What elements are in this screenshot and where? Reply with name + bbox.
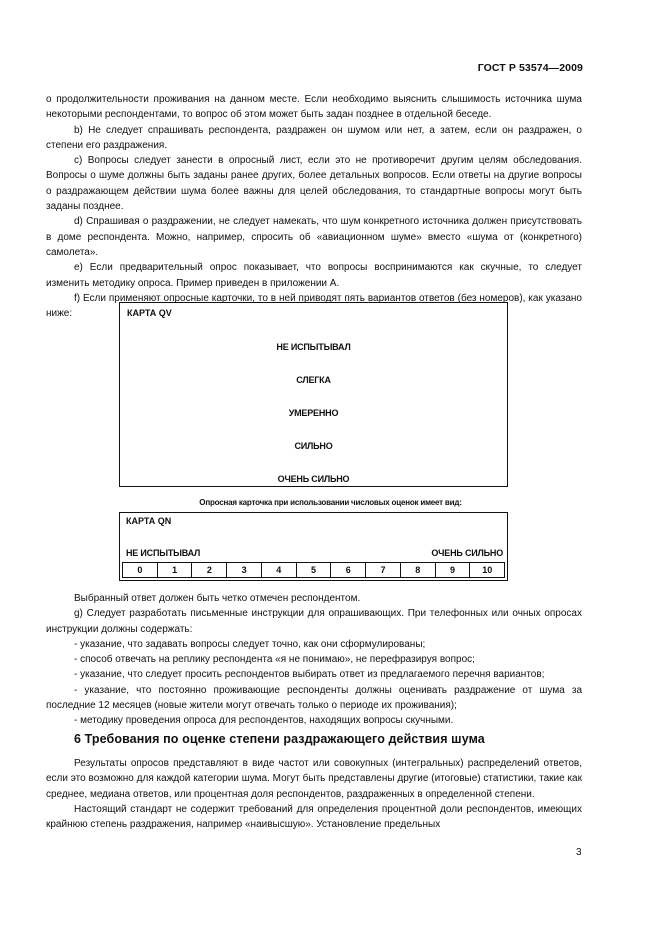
scale-cell: 6 xyxy=(331,563,366,577)
card-qn-high-label: ОЧЕНЬ СИЛЬНО xyxy=(431,548,503,558)
scale-cell: 10 xyxy=(482,565,493,575)
page-number: 3 xyxy=(576,847,582,858)
card-qn xyxy=(119,512,508,581)
card-qn-low-label: НЕ ИСПЫТЫВАЛ xyxy=(126,548,201,558)
scale-cell: 8 xyxy=(401,563,436,577)
card-qv-option: СЛЕГКА xyxy=(296,375,331,385)
section-6-paragraph: Настоящий стандарт не содержит требований для определения процентной доли респондентов, имеющих крайнюю степень раздражения, например «наивысшую». Установление предельных xyxy=(46,803,582,831)
scale-cell: 4 xyxy=(262,563,297,577)
intro-text-block xyxy=(46,92,582,321)
scale-cell: 2 xyxy=(192,563,227,577)
paragraph-item-f: f) Если применяют опросные карточки, то в ней приводят пять вариантов ответов (без номеров), как указано ниже: xyxy=(46,292,582,320)
card-qn-caption: Опросная карточка при использовании числовых оценок имеет вид: xyxy=(199,498,462,507)
scale-cell: 0 xyxy=(123,563,158,577)
list-item: - указание, что постоянно проживающие респонденты должны оценивать раздражение от шума за последние 12 месяцев (новые жители могут отвечать только о периоде их проживания); xyxy=(46,684,582,712)
scale-cell: 9 xyxy=(436,563,471,577)
paragraph-item-g: g) Следует разработать письменные инструкции для опрашивающих. При телефонных или очных опросах инструкции должны содержать: xyxy=(46,608,582,635)
numeric-scale xyxy=(122,562,505,578)
section-6-text-block xyxy=(46,756,582,832)
list-item: - способ отвечать на реплику респондента «я не понимаю», не перефразируя вопрос; xyxy=(74,654,475,666)
paragraph-item-b: b) Не следует спрашивать респондента, раздражен он шумом или нет, а затем, если он раздражен, о степени его раздражения. xyxy=(46,124,582,151)
scale-cell: 3 xyxy=(227,563,262,577)
list-item: - указание, что задавать вопросы следует точно, как они сформулированы; xyxy=(74,638,426,650)
paragraph-item-e: e) Если предварительный опрос показывает, что вопросы воспринимаются как скучные, то следует изменить методику опроса. Пример приведен в приложении А. xyxy=(46,262,582,289)
card-qv-option: УМЕРЕННО xyxy=(288,408,339,418)
paragraph-item-c: c) Вопросы следует занести в опросный лист, если это не противоречит другим целям обследования. Вопросы о шуме должны быть заданы ранее других, более детальных вопросов. Если ответы на другие вопросы о раздражающем действии шума более важны для целей обследования, то стандартные вопросы могут быть заданы позднее. xyxy=(46,155,582,213)
section-6-heading: 6 Требования по оценке степени раздражающего действия шума xyxy=(74,732,485,746)
scale-cell: 5 xyxy=(297,563,332,577)
scale-cell: 1 xyxy=(158,563,193,577)
paragraph-continuation: о продолжительности проживания на данном месте. Если необходимо выяснить слышимость источника шума некоторыми респондентами, то вопрос об этом может быть задан позднее в отдельной беседе. xyxy=(46,94,582,121)
card-qv-option: НЕ ИСПЫТЫВАЛ xyxy=(276,342,351,352)
list-item: - методику проведения опроса для респондентов, находящих вопросы скучными. xyxy=(74,715,454,727)
card-qv-title: КАРТА QV xyxy=(127,308,172,318)
card-qv-option: СИЛЬНО xyxy=(294,441,333,451)
paragraph-item-d: d) Спрашивая о раздражении, не следует намекать, что шум конкретного источника должен присутствовать в доме респондента. Можно, например, спросить об «авиационном шуме» вместо «шума от (конкретного) самолета». xyxy=(46,216,582,258)
document-header: ГОСТ Р 53574—2009 xyxy=(477,62,583,74)
card-qv xyxy=(119,302,508,487)
list-item: - указание, что следует просить респондентов выбирать ответ из предлагаемого перечня вариантов; xyxy=(74,669,545,681)
card-qv-option: ОЧЕНЬ СИЛЬНО xyxy=(277,474,350,484)
scale-cell: 7 xyxy=(366,563,401,577)
section-6-paragraph: Результаты опросов представляют в виде частот или совокупных (интегральных) распределений ответов, если это возможно для каждой категории шума. Могут быть представлены другие (итоговые) статистики, такие как среднее, медиана ответов, или процентная доля респондентов, раздраженных в определенной степени. xyxy=(46,758,582,800)
paragraph-answer-note: Выбранный ответ должен быть четко отмечен респондентом. xyxy=(74,593,361,604)
instructions-text-block xyxy=(46,591,582,729)
card-qn-title: КАРТА QN xyxy=(126,516,172,526)
